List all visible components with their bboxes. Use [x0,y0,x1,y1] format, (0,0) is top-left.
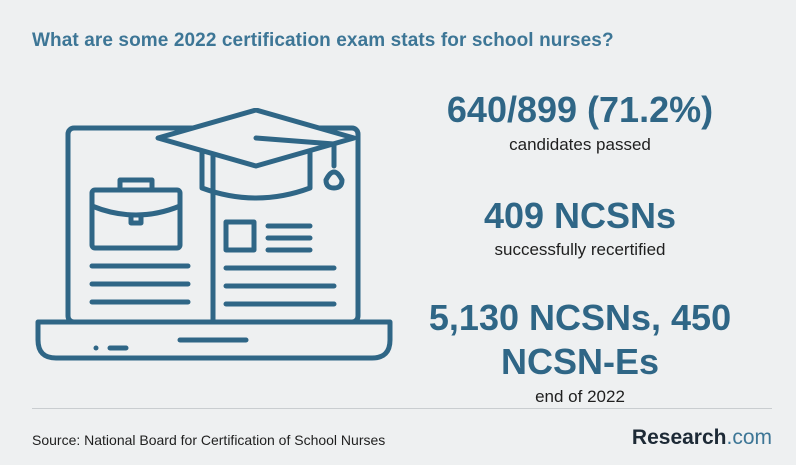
laptop-graduation-icon [30,108,400,380]
divider [32,408,772,409]
brand-name: Research [631,426,727,449]
stat-end-of-year [420,296,740,408]
stat-value-line2: NCSN-Es [500,341,660,382]
text-lines-icon [92,266,188,302]
page-title: What are some 2022 certification exam stats for school nurses? [32,30,614,51]
briefcase-icon [92,180,180,248]
stat-label: candidates passed [509,135,651,154]
stat-label: end of 2022 [535,387,625,406]
stat-candidates-passed [420,88,740,156]
stat-value-line1: 5,130 NCSNs, 450 [428,297,732,338]
stat-recertified [420,194,740,261]
stat-value: 409 NCSNs [483,195,677,236]
brand-logo[interactable] [632,426,772,450]
graduation-cap-icon [158,110,354,198]
stat-label: successfully recertified [494,240,666,259]
brand-domain: .com [726,426,772,449]
stat-value: 640/899 (71.2%) [446,89,714,130]
document-icon [226,222,334,304]
source-citation: Source: National Board for Certification of School Nurses [32,432,386,448]
